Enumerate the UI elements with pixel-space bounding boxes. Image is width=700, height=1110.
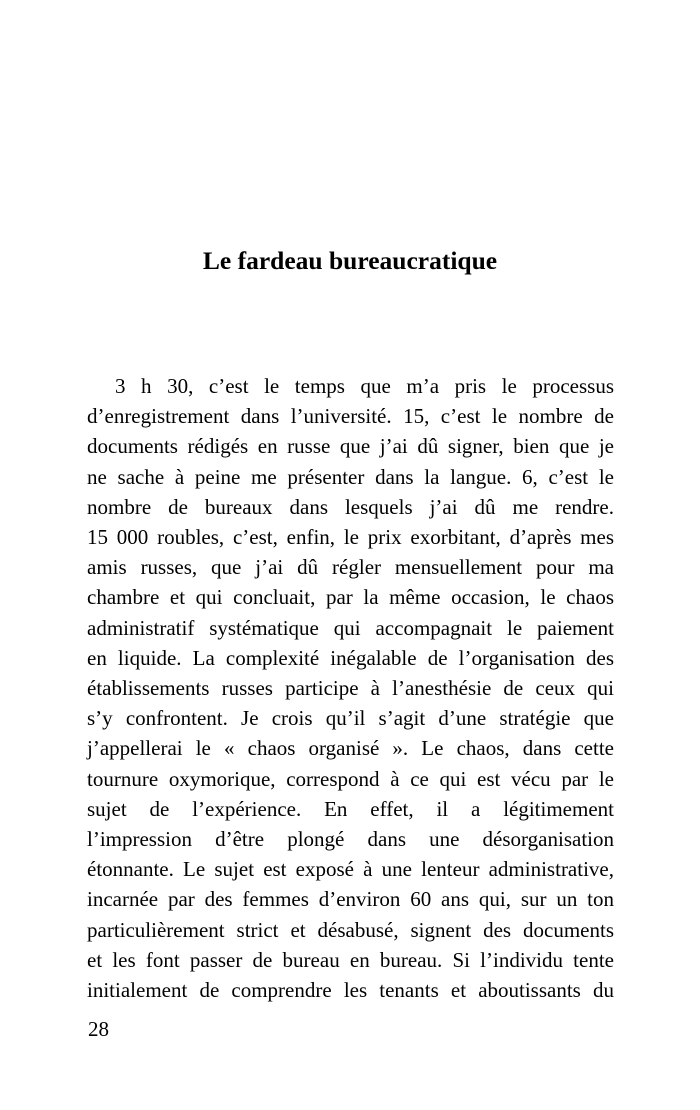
paragraph-line: étonnante. Le sujet est exposé à une lenteur administrative,	[87, 857, 614, 882]
paragraph-line: et les font passer de bureau en bureau. Si l’individu tente	[87, 947, 614, 972]
paragraph-line: particulièrement strict et désabusé, signent des documents	[87, 917, 614, 942]
paragraph-line: tournure oxymorique, correspond à ce qui est vécu par le	[87, 766, 614, 791]
paragraph-line: s’y confrontent. Je crois qu’il s’agit d’une stratégie que	[87, 706, 614, 731]
paragraph-line: amis russes, que j’ai dû régler mensuellement pour ma	[87, 555, 614, 580]
paragraph-line: sujet de l’expérience. En effet, il a légitimement	[87, 796, 614, 821]
page-number: 28	[88, 1017, 109, 1041]
paragraph-line: documents rédigés en russe que j’ai dû signer, bien que je	[87, 434, 614, 459]
body-paragraph	[87, 371, 614, 1005]
paragraph-line: l’impression d’être plongé dans une désorganisation	[87, 827, 614, 852]
chapter-title: Le fardeau bureaucratique	[202, 246, 498, 275]
paragraph-line: initialement de comprendre les tenants et aboutissants du	[87, 978, 614, 1003]
paragraph-line: incarnée par des femmes d’environ 60 ans qui, sur un ton	[87, 887, 614, 912]
paragraph-line: 3 h 30, c’est le temps que m’a pris le processus	[115, 374, 614, 398]
paragraph-line: nombre de bureaux dans lesquels j’ai dû me rendre.	[87, 494, 614, 519]
paragraph-line: établissements russes participe à l’anesthésie de ceux qui	[87, 676, 614, 701]
paragraph-line: administratif systématique qui accompagnait le paiement	[87, 615, 614, 640]
paragraph-line: chambre et qui concluait, par la même occasion, le chaos	[87, 585, 614, 610]
paragraph-line: ne sache à peine me présenter dans la langue. 6, c’est le	[87, 464, 614, 489]
paragraph-line: 15 000 roubles, c’est, enfin, le prix exorbitant, d’après mes	[87, 525, 614, 550]
paragraph-line: en liquide. La complexité inégalable de l’organisation des	[87, 645, 614, 670]
paragraph-line: d’enregistrement dans l’université. 15, c’est le nombre de	[87, 404, 614, 429]
paragraph-line: j’appellerai le « chaos organisé ». Le chaos, dans cette	[87, 736, 614, 761]
